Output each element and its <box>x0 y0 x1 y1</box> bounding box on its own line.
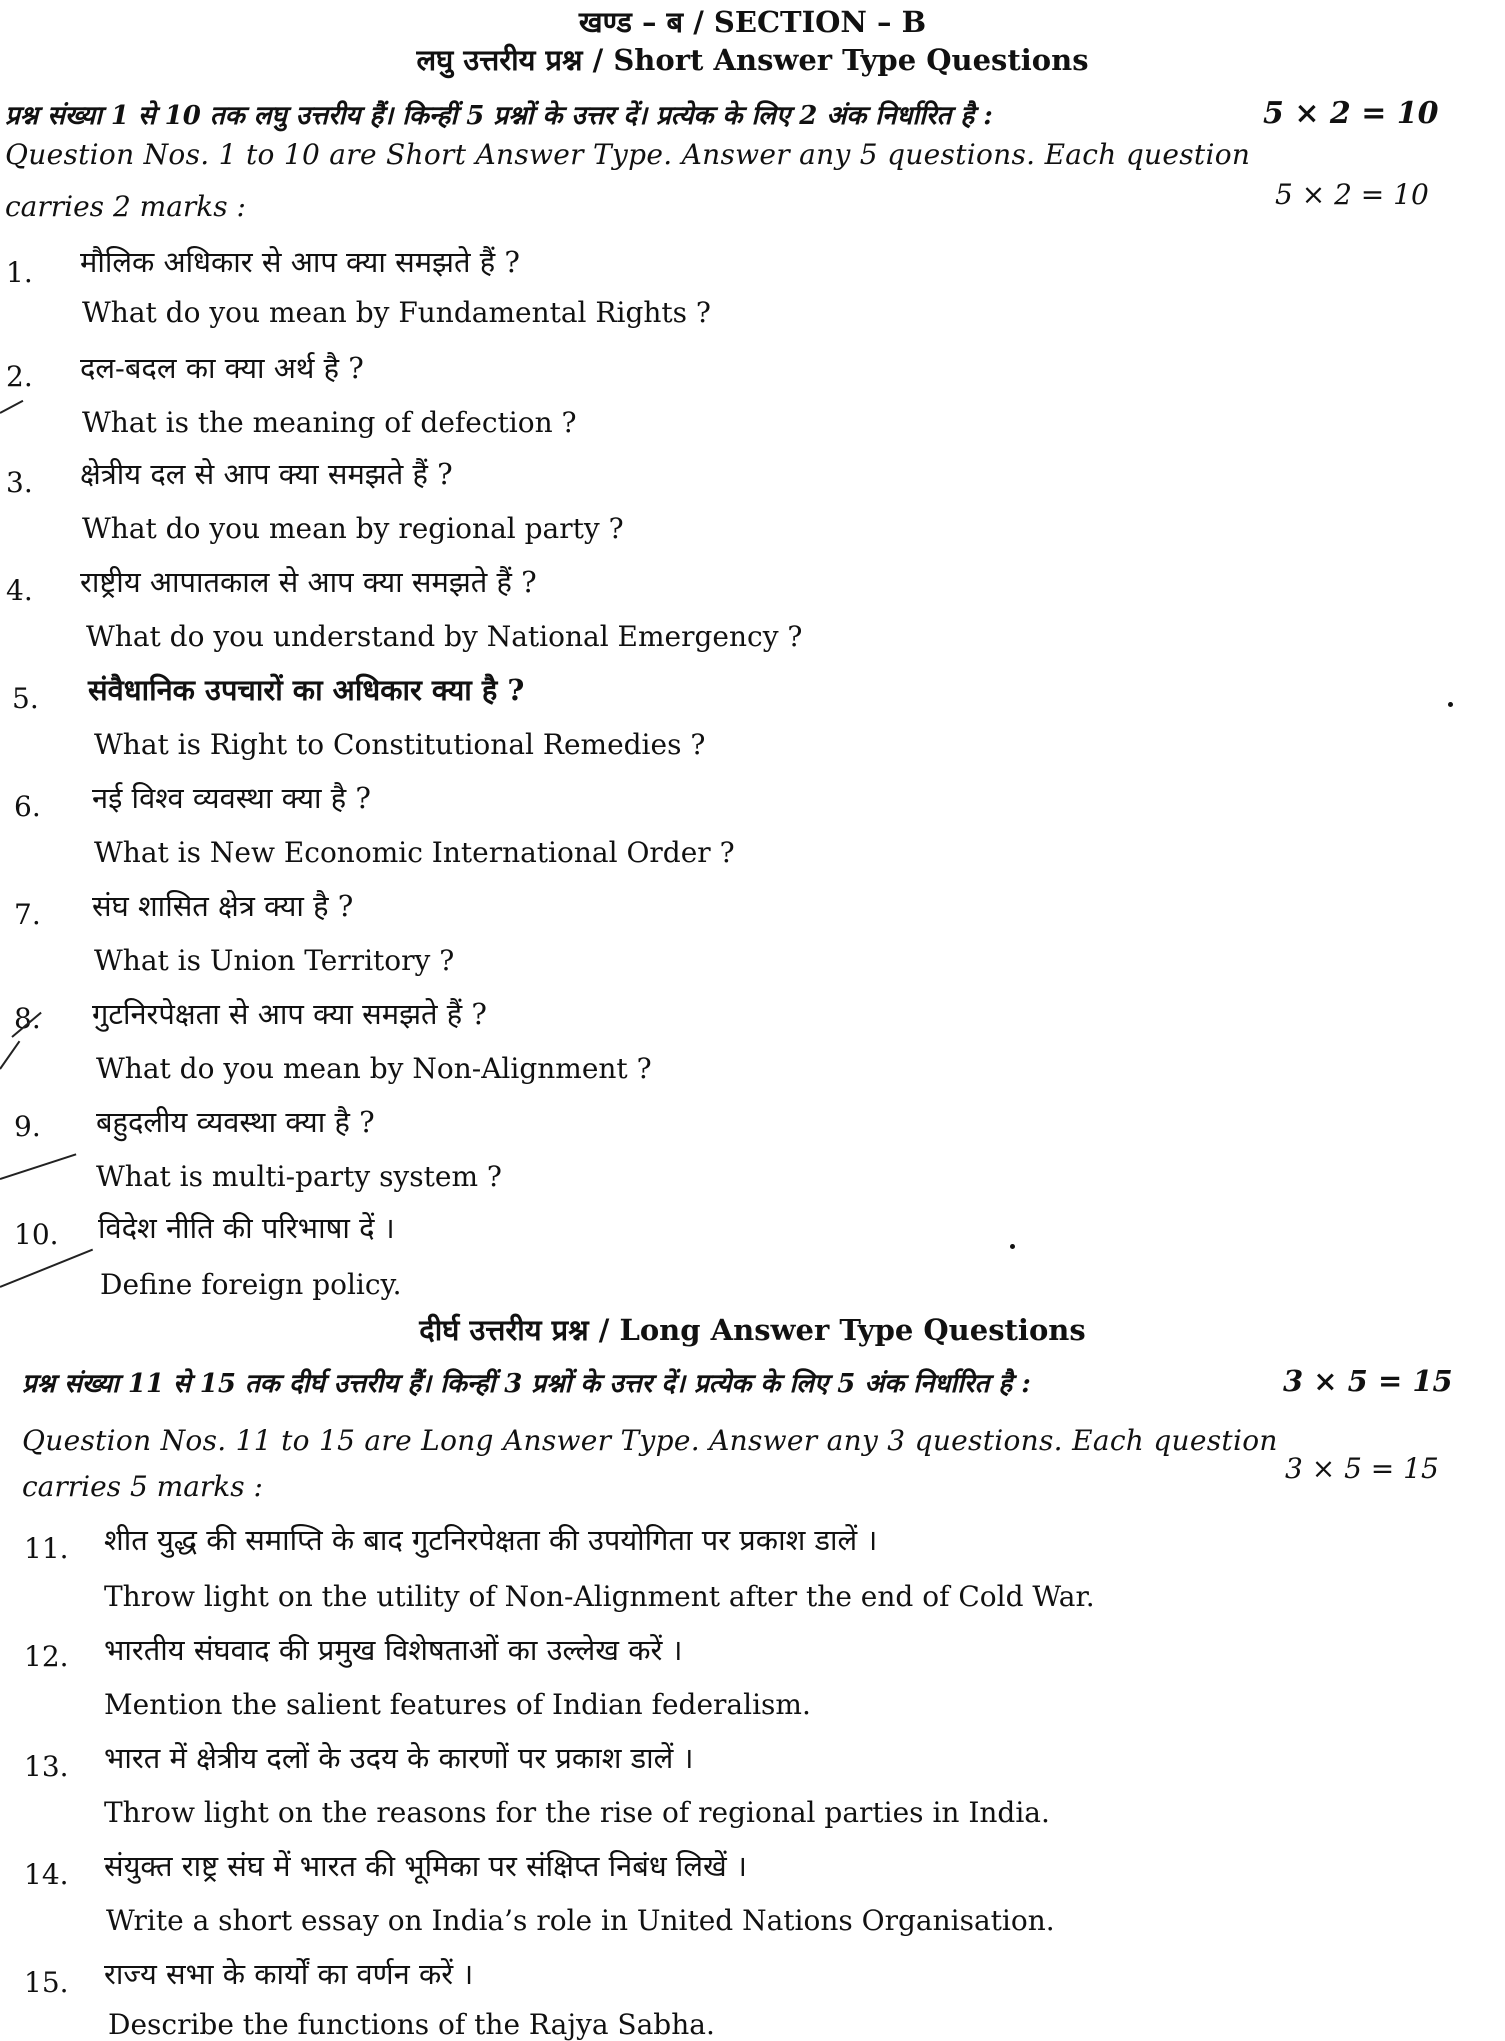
question-english: Throw light on the reasons for the rise of regional parties in India. <box>104 1796 1050 1829</box>
question-hindi: मौलिक अधिकार से आप क्या समझते हैं ? <box>80 245 520 279</box>
question-number: 3. <box>6 466 33 499</box>
question-hindi: दल-बदल का क्या अर्थ है ? <box>80 351 364 385</box>
question-hindi: शीत युद्ध की समाप्ति के बाद गुटनिरपेक्षता की उपयोगिता पर प्रकाश डालें । <box>104 1523 878 1557</box>
long-marks-english: 3 × 5 = 15 <box>1285 1452 1439 1485</box>
question-english: Write a short essay on India’s role in United Nations Organisation. <box>106 1904 1055 1937</box>
question-english: What is New Economic International Order ? <box>94 836 735 869</box>
question-number: 8. <box>14 1002 41 1035</box>
question-number: 7. <box>14 898 41 931</box>
question-number: 10. <box>14 1218 59 1251</box>
short-instruction-english-line2: carries 2 marks : <box>5 190 246 223</box>
question-english: What is multi-party system ? <box>96 1160 502 1193</box>
question-english: What is Union Territory ? <box>94 944 455 977</box>
long-instruction-english-line2: carries 5 marks : <box>22 1470 263 1503</box>
question-hindi: नई विश्व व्यवस्था क्या है ? <box>92 781 371 815</box>
question-english: Mention the salient features of Indian federalism. <box>104 1688 811 1721</box>
question-english: What do you understand by National Emergency ? <box>86 620 803 653</box>
question-hindi: विदेश नीति की परिभाषा दें । <box>98 1211 395 1245</box>
question-english: What do you mean by Non-Alignment ? <box>96 1052 652 1085</box>
question-number: 14. <box>24 1858 69 1891</box>
section-heading: खण्ड – ब / SECTION – B <box>578 5 927 39</box>
short-instruction-english-line1: Question Nos. 1 to 10 are Short Answer Type. Answer any 5 questions. Each question <box>5 138 1251 171</box>
question-hindi: संयुक्त राष्ट्र संघ में भारत की भूमिका पर संक्षिप्त निबंध लिखें । <box>104 1849 747 1883</box>
long-marks-hindi: 3 × 5 = 15 <box>1283 1364 1453 1398</box>
short-answer-subheading: लघु उत्तरीय प्रश्न / Short Answer Type Questions <box>416 43 1089 77</box>
question-hindi: गुटनिरपेक्षता से आप क्या समझते हैं ? <box>92 997 487 1031</box>
question-number: 1. <box>6 256 33 289</box>
question-number: 12. <box>24 1640 69 1673</box>
short-marks-hindi: 5 × 2 = 10 <box>1263 96 1439 131</box>
question-english: What do you mean by regional party ? <box>82 512 624 545</box>
pen-tick-mark <box>0 1249 93 1288</box>
question-number: 2. <box>6 360 33 393</box>
question-number: 9. <box>14 1110 41 1143</box>
question-english: What do you mean by Fundamental Rights ? <box>82 296 711 329</box>
long-instruction-english-line1: Question Nos. 11 to 15 are Long Answer Type. Answer any 3 questions. Each question <box>22 1424 1278 1457</box>
question-english: What is the meaning of defection ? <box>82 406 577 439</box>
question-english: Define foreign policy. <box>100 1268 402 1301</box>
question-number: 15. <box>24 1966 69 1999</box>
question-number: 5. <box>12 682 39 715</box>
pen-tick-mark <box>0 1041 20 1070</box>
question-number: 6. <box>14 790 41 823</box>
long-instruction-hindi: प्रश्न संख्या 11 से 15 तक दीर्घ उत्तरीय हैं। किन्हीं 3 प्रश्नों के उत्तर दें। प्रत्येक के लिए 5 अंक निर्धारित है : <box>22 1369 1031 1399</box>
short-marks-english: 5 × 2 = 10 <box>1275 178 1429 211</box>
question-number: 13. <box>24 1750 69 1783</box>
question-english: What is Right to Constitutional Remedies ? <box>94 728 706 761</box>
short-instruction-hindi: प्रश्न संख्या 1 से 10 तक लघु उत्तरीय हैं। किन्हीं 5 प्रश्नों के उत्तर दें। प्रत्येक के लिए 2 अंक निर्धारित है : <box>5 101 993 131</box>
question-hindi: संवैधानिक उपचारों का अधिकार क्या है ? <box>88 673 525 707</box>
scan-speck <box>1448 702 1453 707</box>
question-number: 4. <box>6 574 33 607</box>
question-hindi: भारत में क्षेत्रीय दलों के उदय के कारणों पर प्रकाश डालें । <box>104 1741 694 1775</box>
question-hindi: राष्ट्रीय आपातकाल से आप क्या समझते हैं ? <box>80 565 537 599</box>
question-hindi: भारतीय संघवाद की प्रमुख विशेषताओं का उल्लेख करें । <box>104 1633 683 1667</box>
question-english: Throw light on the utility of Non-Alignment after the end of Cold War. <box>104 1580 1095 1613</box>
pen-tick-mark <box>0 400 23 414</box>
question-hindi: संघ शासित क्षेत्र क्या है ? <box>92 889 354 923</box>
question-hindi: राज्य सभा के कार्यों का वर्णन करें । <box>104 1957 474 1991</box>
question-english: Describe the functions of the Rajya Sabha. <box>108 2008 715 2041</box>
long-answer-subheading: दीर्घ उत्तरीय प्रश्न / Long Answer Type Questions <box>419 1313 1086 1347</box>
question-number: 11. <box>24 1532 69 1565</box>
question-hindi: बहुदलीय व्यवस्था क्या है ? <box>96 1105 375 1139</box>
question-hindi: क्षेत्रीय दल से आप क्या समझते हैं ? <box>80 457 453 491</box>
scan-speck <box>1010 1244 1015 1249</box>
pen-tick-mark <box>0 1153 76 1180</box>
